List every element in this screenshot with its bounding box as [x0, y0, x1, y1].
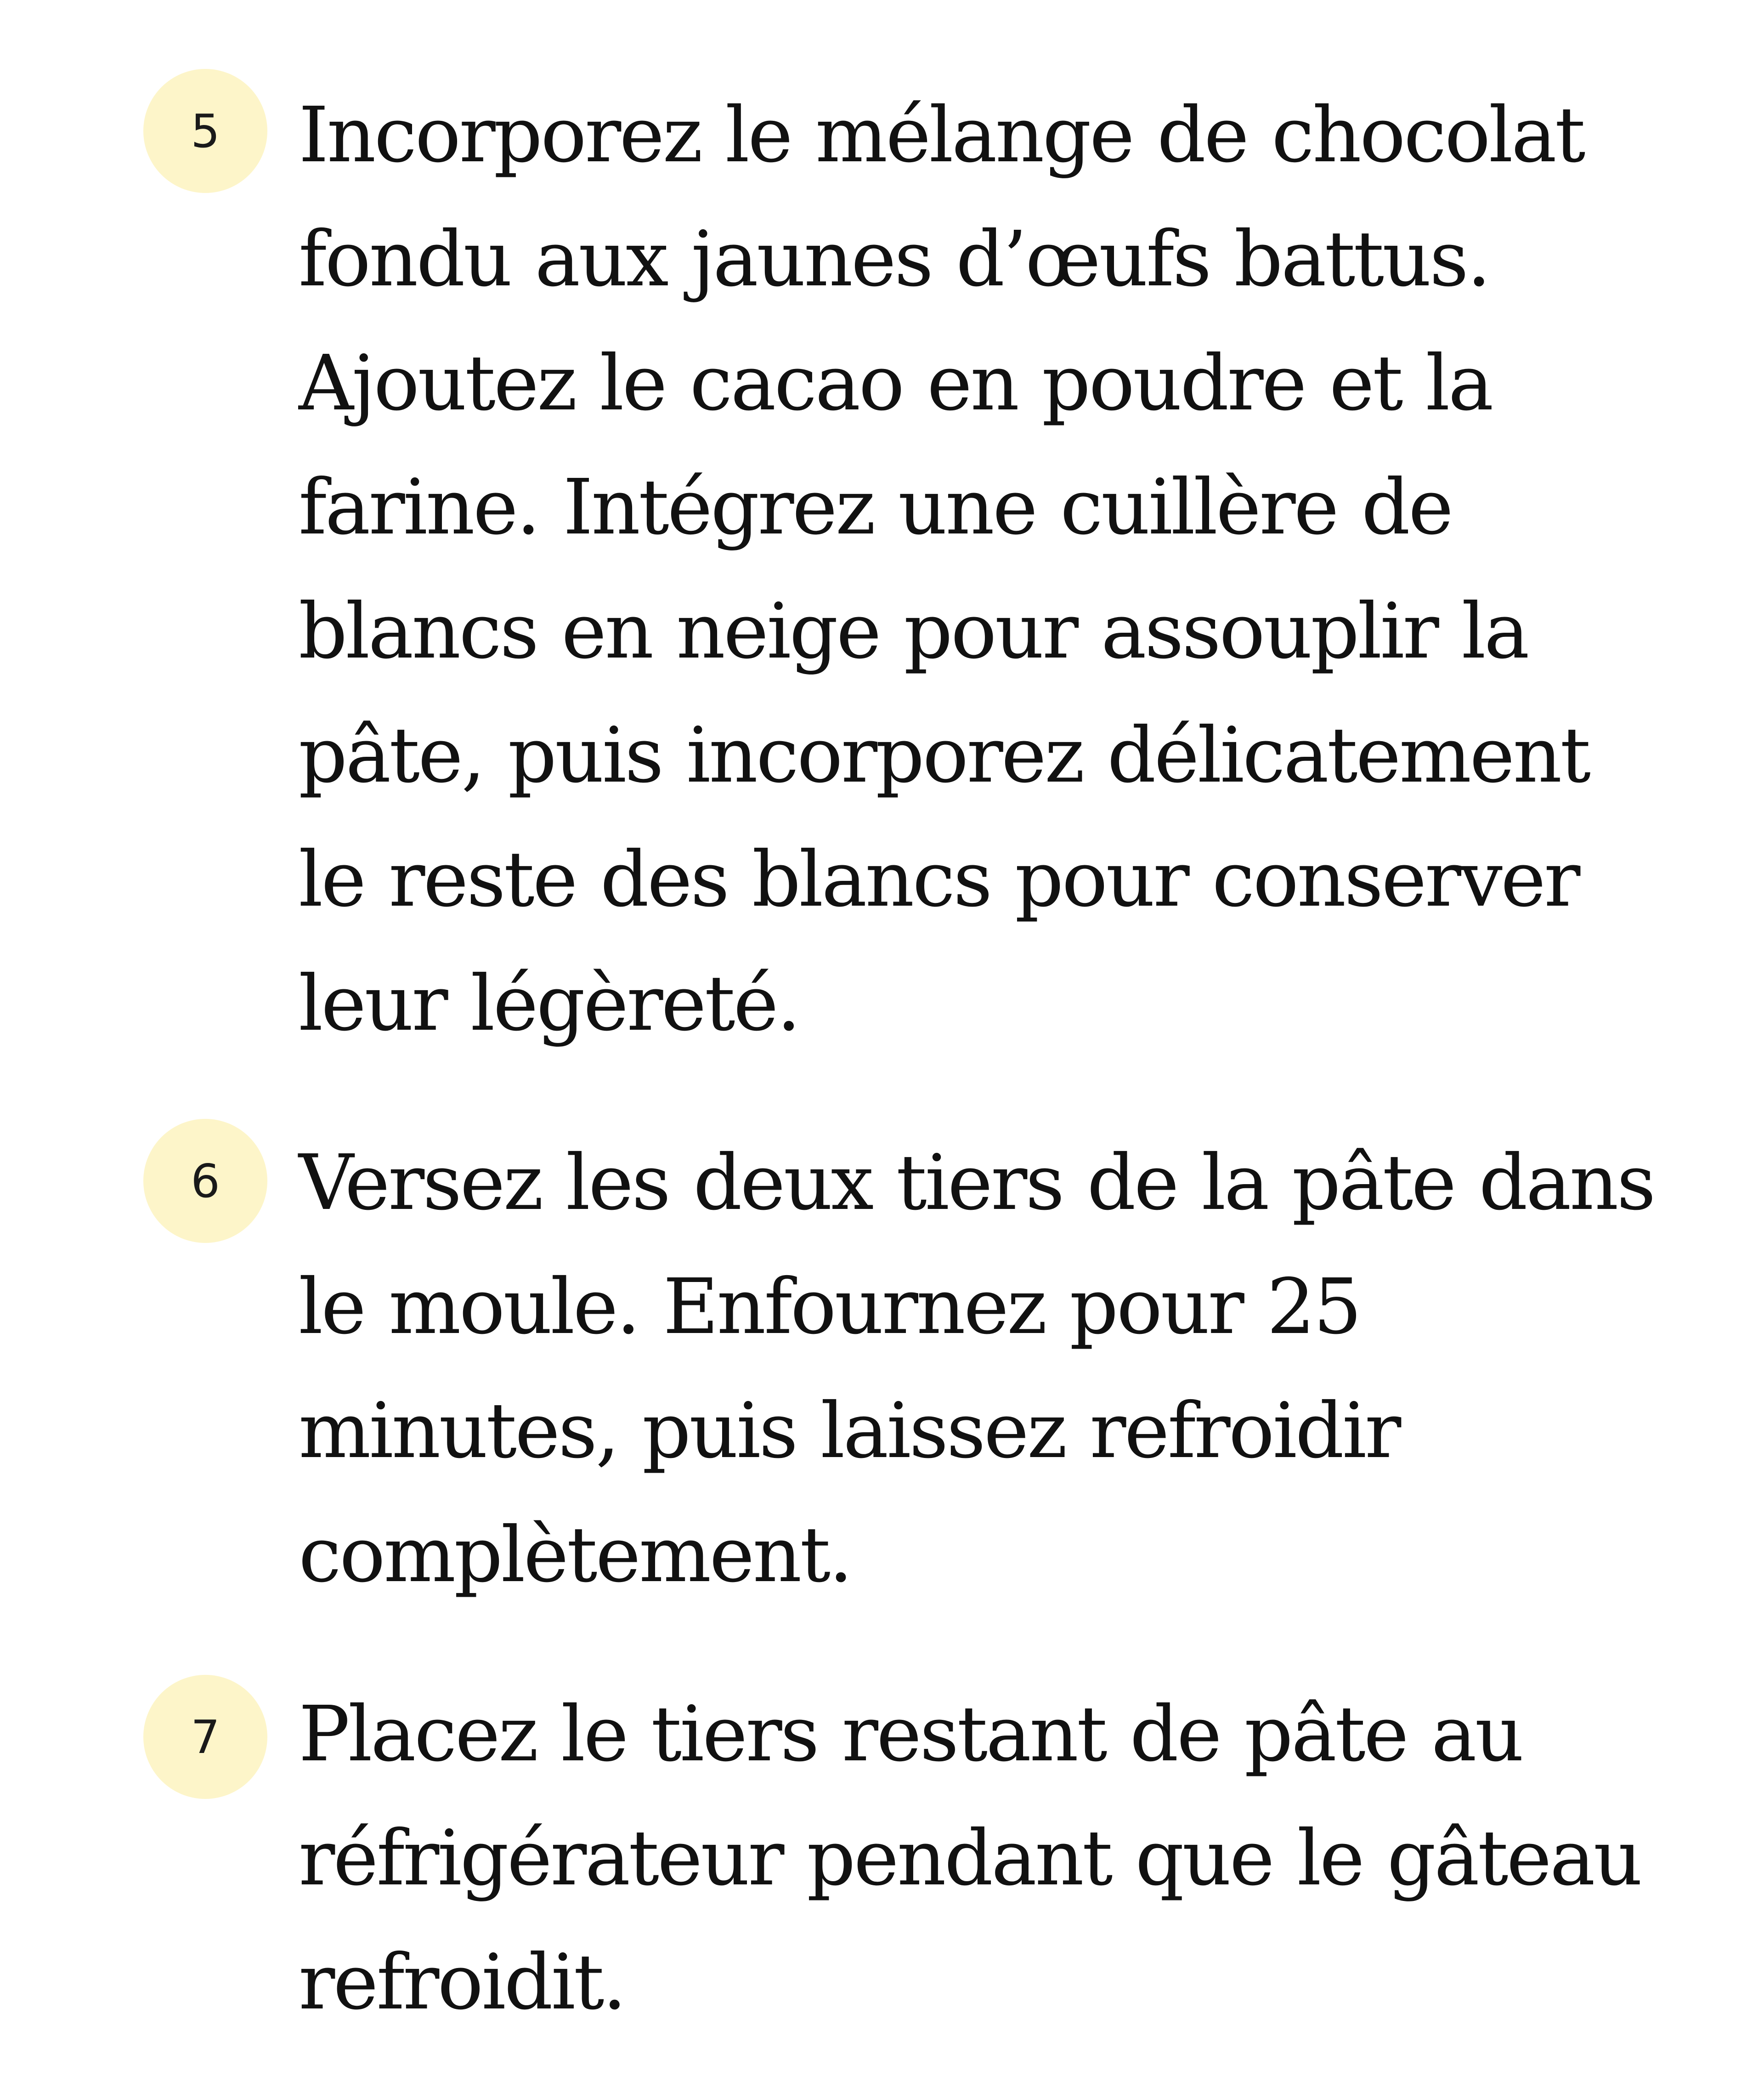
- step-text-line: farine. Intégrez une cuillère de: [299, 463, 1452, 552]
- step-text-line: Versez les deux tiers de la pâte dans: [299, 1139, 1654, 1227]
- step-text-line: pâte, puis incorporez délicatement: [299, 711, 1589, 800]
- step-text-line: Placez le tiers restant de pâte au: [299, 1690, 1522, 1779]
- step-text-line: refroidit.: [299, 1938, 625, 2027]
- step-number-badge: 6: [143, 1119, 267, 1243]
- step-instruction-text: [299, 1121, 1764, 1617]
- step-text-line: blancs en neige pour assouplir la: [299, 587, 1528, 676]
- step-text-line: le moule. Enfournez pour 25: [299, 1263, 1360, 1351]
- step-text-line: réfrigérateur pendant que le gâteau: [299, 1814, 1641, 1903]
- step-text-line: Ajoutez le cacao en poudre et la: [299, 339, 1492, 428]
- step-text-line: minutes, puis laissez refroidir: [299, 1387, 1400, 1475]
- step-number-badge: 5: [143, 69, 267, 193]
- step-text-line: Incorporez le mélange de chocolat: [299, 91, 1584, 180]
- step-text-line: complètement.: [299, 1511, 851, 1600]
- step-text-line: fondu aux jaunes d’œufs battus.: [299, 215, 1489, 304]
- step-instruction-text: [299, 74, 1764, 1066]
- step-number-badge: 7: [143, 1675, 267, 1799]
- step-instruction-text: [299, 1673, 1764, 2045]
- step-text-line: leur légèreté.: [299, 959, 799, 1048]
- step-text-line: le reste des blancs pour conserver: [299, 835, 1579, 924]
